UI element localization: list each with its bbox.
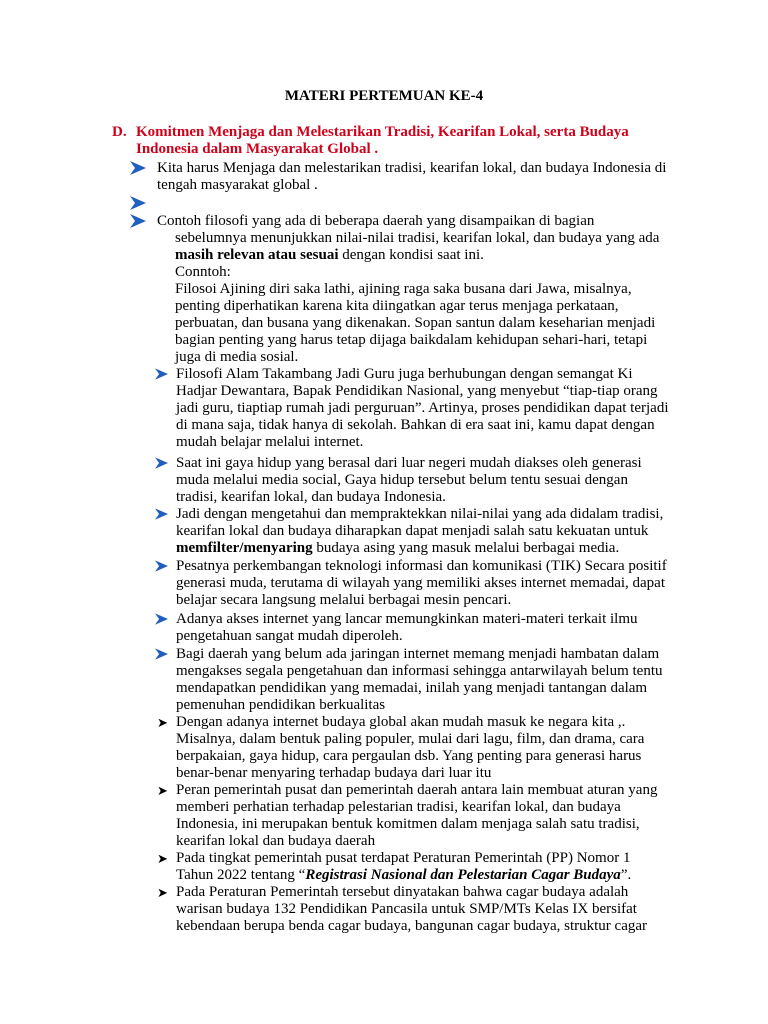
list-item-line: bagian penting yang harus tetap dijaga baikdalam kehidupan sehari-hari, tetapi (175, 332, 648, 348)
list-item-line: Peran pemerintah pusat dan pemerintah daerah antara lain membuat aturan yang (176, 782, 658, 798)
blue-arrow-bullet-icon (155, 613, 168, 625)
chevron-right-bullet-icon: ➤ (157, 851, 168, 866)
list-item-line: mudah belajar melalui internet. (176, 434, 364, 450)
section-heading-line: Indonesia dalam Masyarakat Global . (136, 141, 379, 157)
list-item-line: Dengan adanya internet budaya global akan mudah masuk ke negara kita ,. (176, 714, 626, 730)
list-item-line: Conntoh: (175, 264, 231, 280)
list-item-line: belajar secara langsung melalui berbagai mesin pencari. (176, 592, 512, 608)
list-item-line: generasi muda, terutama di wilayah yang memiliki akses internet memadai, dapat (176, 575, 666, 591)
blue-arrow-bullet-icon (155, 368, 168, 380)
list-item-line: benar-benar menyaring terhadap budaya dari luar itu (176, 765, 492, 781)
list-item-line: berpakaian, gaya hidup, cara pergaulan dsb. Yang penting para generasi harus (176, 748, 642, 764)
section-heading-line: Komitmen Menjaga dan Melestarikan Tradisi, Kearifan Lokal, serta Budaya (136, 124, 629, 140)
section-letter: D. (112, 124, 127, 140)
list-item-line: Hadjar Dewantara, Bapak Pendidikan Nasional, yang menyebut “tiap-tiap orang (176, 383, 658, 399)
emphasis-text: memfilter/menyaring (176, 540, 313, 556)
blue-arrow-bullet-icon (130, 196, 146, 210)
list-item-line: Filosofi Alam Takambang Jadi Guru juga berhubungan dengan semangat Ki (176, 366, 633, 382)
list-item-line: Misalnya, dalam bentuk paling populer, mulai dari lagu, film, dan drama, cara (176, 731, 645, 747)
list-item-line: tradisi, kearifan lokal, dan budaya Indonesia. (176, 489, 446, 505)
list-item-line: jadi guru, tiaptiap rumah jadi perguruan”. Artinya, proses pendidikan dapat terjadi (176, 400, 669, 416)
list-item-line: Contoh filosofi yang ada di beberapa daerah yang disampaikan di bagian (157, 213, 595, 229)
chevron-right-bullet-icon: ➤ (157, 715, 168, 730)
list-item-line: di mana saja, tidak hanya di sekolah. Bahkan di era saat ini, kamu dapat dengan (176, 417, 655, 433)
list-item-line: mengakses segala pengetahuan dan informasi sehingga antarwilayah belum tentu (176, 663, 663, 679)
list-item-line: pengetahuan sangat mudah diperoleh. (176, 628, 403, 644)
list-item-line: memfilter/menyaring budaya asing yang masuk melalui berbagai media. (176, 540, 620, 556)
list-item-line: kearifan lokal dan budaya daerah (176, 833, 376, 849)
document-title: MATERI PERTEMUAN KE-4 (284, 88, 484, 104)
chevron-right-bullet-icon: ➤ (157, 783, 168, 798)
list-item-line: penting diperhatikan karena kita diingatkan agar terus menjaga perkataan, (175, 298, 619, 314)
list-item-line: Adanya akses internet yang lancar memungkinkan materi-materi terkait ilmu (176, 611, 638, 627)
list-item-line: Tahun 2022 tentang “Registrasi Nasional dan Pelestarian Cagar Budaya”. (176, 867, 632, 883)
list-item-line: pemenuhan pendidikan berkualitas (176, 697, 386, 713)
blue-arrow-bullet-icon (155, 560, 168, 572)
list-item-line: Filosoi Ajining diri saka lathi, ajining raga saka busana dari Jawa, misalnya, (175, 281, 632, 297)
list-item-line: tengah masyarakat global . (157, 177, 318, 193)
list-item-line: Pesatnya perkembangan teknologi informasi dan komunikasi (TIK) Secara positif (176, 558, 667, 574)
blue-arrow-bullet-icon (155, 648, 168, 660)
regulation-title: Registrasi Nasional dan Pelestarian Cagar Budaya (305, 867, 621, 883)
list-item-line: kebendaan berupa benda cagar budaya, bangunan cagar budaya, struktur cagar (176, 918, 648, 934)
list-item-line: Indonesia, ini merupakan bentuk komitmen dalam menjaga salah satu tradisi, (176, 816, 640, 832)
list-item-line: Saat ini gaya hidup yang berasal dari luar negeri mudah diakses oleh generasi (176, 455, 642, 471)
list-item-line: Jadi dengan mengetahui dan mempraktekkan nilai-nilai yang ada didalam tradisi, (176, 506, 664, 522)
chevron-right-bullet-icon: ➤ (157, 885, 168, 900)
list-item-line: Pada Peraturan Pemerintah tersebut dinyatakan bahwa cagar budaya adalah (176, 884, 629, 900)
list-item-line: Pada tingkat pemerintah pusat terdapat Peraturan Pemerintah (PP) Nomor 1 (176, 850, 631, 866)
blue-arrow-bullet-icon (130, 161, 146, 175)
list-item-line: sebelumnya menunjukkan nilai-nilai tradisi, kearifan lokal, dan budaya yang ada (175, 230, 660, 246)
list-item-line: juga di media sosial. (175, 349, 299, 365)
list-item-line: warisan budaya 132 Pendidikan Pancasila untuk SMP/MTs Kelas IX bersifat (176, 901, 637, 917)
blue-arrow-bullet-icon (130, 214, 146, 228)
list-item-line: masih relevan atau sesuai dengan kondisi saat ini. (175, 247, 484, 263)
blue-arrow-bullet-icon (155, 508, 168, 520)
list-item-line: perbuatan, dan busana yang dikenakan. Sopan santun dalam keseharian menjadi (175, 315, 656, 331)
list-item-line: memberi perhatian terhadap pelestarian tradisi, kearifan lokal, dan budaya (176, 799, 621, 815)
list-item-line: kearifan lokal dan budaya diharapkan dapat menjadi salah satu kekuatan untuk (176, 523, 649, 539)
list-item-line: mendapatkan pendidikan yang memadai, inilah yang menjadi tantangan dalam (176, 680, 648, 696)
list-item-line: Kita harus Menjaga dan melestarikan tradisi, kearifan lokal, dan budaya Indonesia di (157, 160, 667, 176)
list-item-line: Bagi daerah yang belum ada jaringan internet memang menjadi hambatan dalam (176, 646, 660, 662)
list-item-line: muda melalui media social, Gaya hidup tersebut belum tentu sesuai dengan (176, 472, 628, 488)
emphasis-text: masih relevan atau sesuai (175, 247, 339, 263)
blue-arrow-bullet-icon (155, 457, 168, 469)
